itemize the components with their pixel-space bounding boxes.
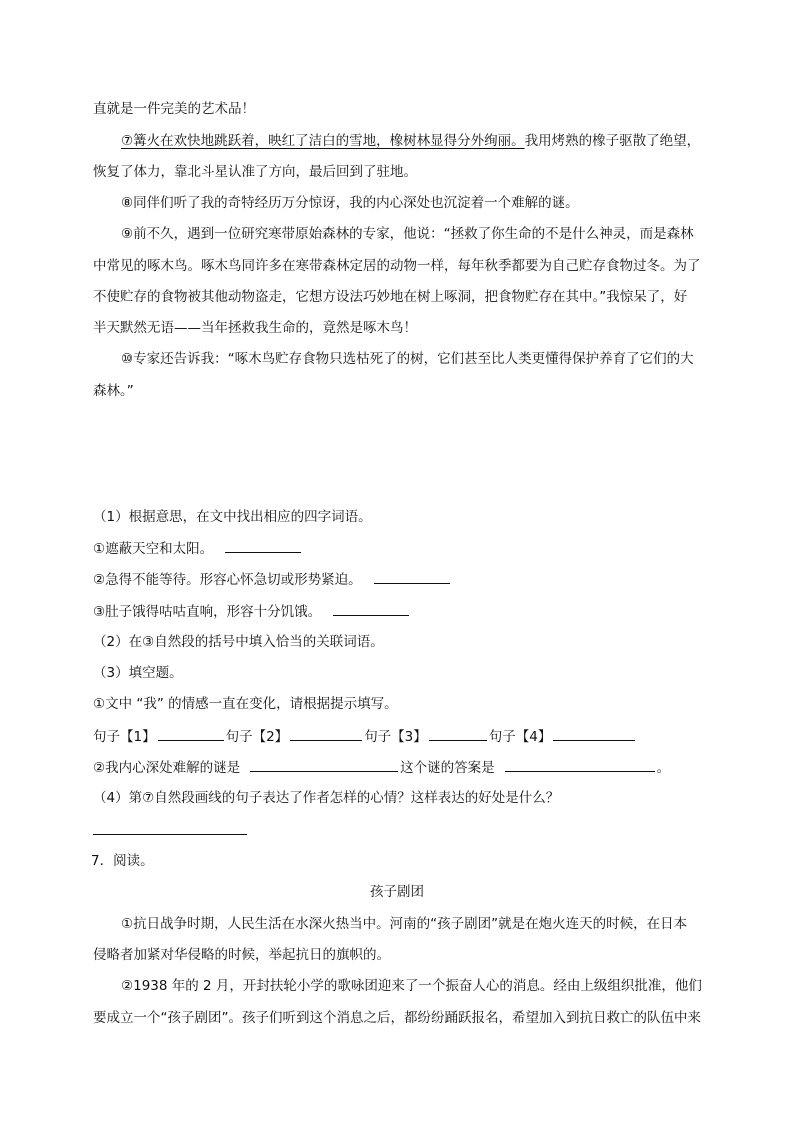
question-1-c bbox=[93, 601, 411, 622]
paragraph-10-line-2: 森林。” bbox=[93, 383, 134, 399]
passage-p1-line-2: 侵略者加紧对华侵略的时候，举起抗日的旗帜的。 bbox=[93, 947, 390, 963]
question-1-a-text: ①遮蔽天空和太阳。 bbox=[93, 541, 214, 557]
answer-blank-riddle-answer[interactable] bbox=[505, 757, 655, 772]
paragraph-10-line-1: ⑩专家还告诉我：“啄木鸟贮存食物只选枯死了的树，它们甚至比人类更懂得保护养育了它们的大 bbox=[121, 351, 694, 367]
paragraph-8: ⑧同伴们听了我的奇特经历万分惊讶，我的内心深处也沉淀着一个难解的谜。 bbox=[121, 195, 579, 211]
paragraph-7-line-2: 恢复了体力，靠北斗星认准了方向，最后回到了驻地。 bbox=[93, 164, 417, 180]
question-3-sentences bbox=[93, 726, 637, 747]
question-1-a bbox=[93, 538, 303, 559]
passage-p2-line-2: 要成立一个“孩子剧团”。孩子们听到这个消息之后，都纷纷踊跃报名，希望加入到抗日救亡的队伍中来 bbox=[93, 1010, 701, 1026]
answer-blank-s4[interactable] bbox=[553, 726, 635, 741]
answer-blank-s3[interactable] bbox=[429, 726, 487, 741]
passage-p1-line-1: ①抗日战争时期，人民生活在水深火热当中。河南的“孩子剧团”就是在炮火连天的时候，在日本 bbox=[121, 916, 688, 932]
question-2: （2）在③自然段的括号中填入恰当的关联词语。 bbox=[93, 634, 384, 650]
question-1: （1）根据意思，在文中找出相应的四字词语。 bbox=[93, 509, 372, 525]
question-3-b bbox=[93, 757, 670, 778]
answer-blank-1a[interactable] bbox=[225, 538, 301, 553]
paragraph-7-rest: 我用烤熟的橡子驱散了绝望， bbox=[524, 133, 701, 149]
question-3-a: ①文中 “我” 的情感一直在变化，请根据提示填写。 bbox=[93, 696, 398, 712]
sentence-2-label: 句子【2】 bbox=[225, 729, 289, 745]
underlined-sentence: ⑦篝火在欢快地跳跃着，映红了洁白的雪地，橡树林显得分外绚丽。 bbox=[121, 133, 525, 149]
paragraph-9-line-2: 中常见的啄木鸟。啄木鸟同许多在寒带森林定居的动物一样，每年秋季都要为自己贮存食物过冬。为了 bbox=[93, 258, 701, 274]
passage-p2-line-1: ②1938 年的 2 月，开封扶轮小学的歌咏团迎来了一个振奋人心的消息。经由上级组织批准，他们 bbox=[121, 978, 702, 994]
passage-title: 孩子剧团 bbox=[370, 884, 424, 900]
paragraph-9-line-4: 半天默然无语——当年拯救我生命的，竟然是啄木鸟！ bbox=[93, 320, 417, 336]
question-3-b-end: 。 bbox=[656, 760, 671, 776]
answer-blank-s2[interactable] bbox=[290, 726, 362, 741]
paragraph-9-line-3: 不使贮存的食物被其他动物盗走，它想方设法巧妙地在树上啄洞，把食物贮存在其中。”我惊呆了，好 bbox=[93, 289, 688, 305]
answer-blank-1c[interactable] bbox=[333, 601, 409, 616]
question-1-c-text: ③肚子饿得咕咕直响，形容十分饥饿。 bbox=[93, 604, 322, 620]
sentence-1-label: 句子【1】 bbox=[93, 729, 156, 745]
paragraph-6-tail: 直就是一件完美的艺术品！ bbox=[93, 101, 255, 117]
paragraph-7-line-1 bbox=[121, 131, 700, 151]
sentence-3-label: 句子【3】 bbox=[364, 729, 427, 745]
answer-line-q4[interactable] bbox=[93, 834, 247, 835]
paragraph-9-line-1: ⑨前不久，遇到一位研究寒带原始森林的专家，他说：“拯救了你生命的不是什么神灵，而是森林 bbox=[121, 226, 694, 242]
sentence-4-label: 句子【4】 bbox=[488, 729, 552, 745]
answer-blank-s1[interactable] bbox=[158, 726, 224, 741]
answer-blank-riddle[interactable] bbox=[250, 757, 398, 772]
question-3-b-mid: 这个谜的答案是 bbox=[400, 760, 495, 776]
question-3-b-text: ②我内心深处难解的谜是 bbox=[93, 760, 241, 776]
question-1-b bbox=[93, 569, 452, 590]
question-1-b-text: ②急得不能等待。形容心怀急切或形势紧迫。 bbox=[93, 572, 362, 588]
answer-blank-1b[interactable] bbox=[374, 569, 450, 584]
question-7-number: 7．阅读。 bbox=[91, 853, 154, 869]
question-3: （3）填空题。 bbox=[93, 665, 183, 681]
question-4: （4）第⑦自然段画线的句子表达了作者怎样的心情？这样表达的好处是什么？ bbox=[93, 790, 560, 806]
